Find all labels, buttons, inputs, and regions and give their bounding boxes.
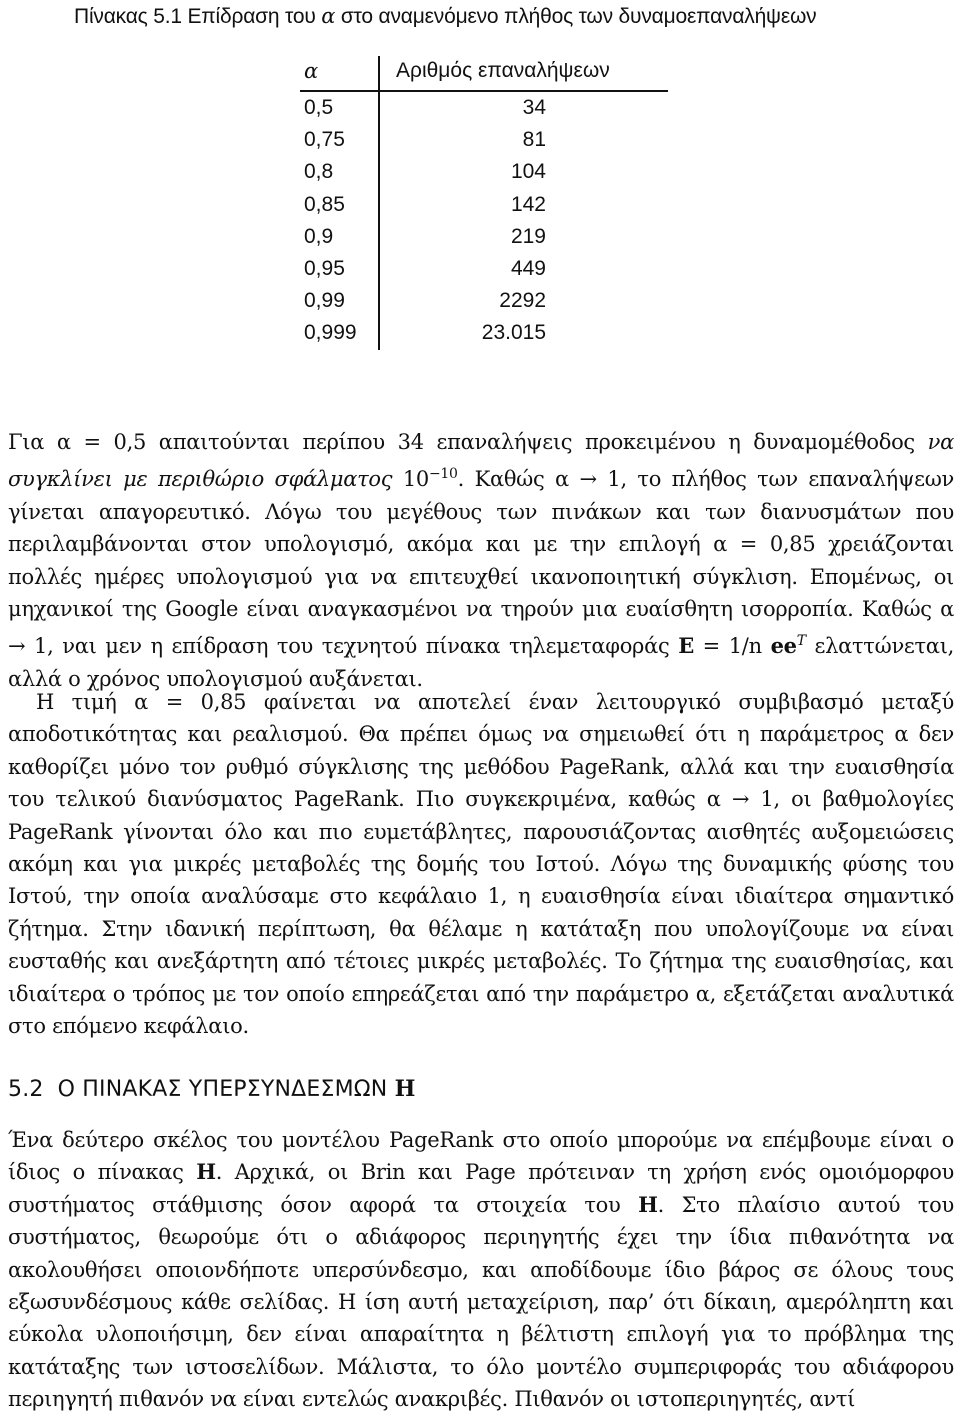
- table-row: [300, 289, 668, 321]
- section-symbol: H: [394, 1076, 416, 1102]
- iteration-count: 23.015: [481, 321, 546, 345]
- section-heading: [8, 1076, 416, 1102]
- paragraph-2: [8, 686, 954, 1042]
- table-header-rule: [300, 90, 668, 92]
- section-number: 5.2: [8, 1077, 44, 1102]
- alpha-value: 0,8: [304, 160, 334, 184]
- alpha-value: 0,75: [304, 128, 345, 152]
- caption-suffix: στο αναμενόμενο πλήθος των δυναμοεπαναλήψεων: [335, 5, 817, 28]
- p1-text-b: . Καθώς α → 1, το πλήθος των επαναλήψεων γίνεται απαγορευτικό. Λόγω του μεγέθους των πινάκων και των διανυσμάτων που περιλαμβάνονται στον υπολογισμό, ακόμα και με την επιλογή α = 0,85 χρειάζονται πολλές ημέρες υπολογισμού για να επιτευχθεί ικανοποιητική σύγκλιση. Επομένως, οι μηχανικοί της Google είναι αναγκασμένοι να τηρούν μια ευαίσθητη ισορροπία. Καθώς α → 1, ναι μεν η επίδραση του τεχνητού πίνακα τηλεμεταφοράς: [8, 467, 955, 659]
- p1-ten: 10: [392, 467, 429, 492]
- p3-matrix-H-1: H: [196, 1159, 216, 1185]
- alpha-value: 0,99: [304, 289, 345, 313]
- section-title: Ο ΠΙΝΑΚΑΣ ΥΠΕΡΣΥΝΔΕΣΜΩΝ: [57, 1077, 388, 1102]
- caption-prefix: Πίνακας 5.1 Επίδραση του: [74, 5, 322, 28]
- alpha-value: 0,999: [304, 321, 357, 345]
- paragraph-1: [8, 426, 954, 695]
- p1-text-d: ελαττώνεται, αλλά ο χρόνος υπολογισμού αυξάνεται.: [8, 634, 954, 691]
- iteration-count: 34: [522, 96, 546, 119]
- table-row: [300, 257, 668, 289]
- iteration-count: 219: [510, 224, 546, 248]
- p1-text-c: = 1/n: [693, 634, 771, 659]
- p3-matrix-H-2: H: [638, 1191, 658, 1217]
- iteration-count: 81: [522, 128, 546, 152]
- table-row: [300, 160, 668, 192]
- table-caption: [74, 4, 816, 29]
- p1-italic: να συγκλίνει με περιθώριο σφάλματος: [8, 430, 954, 492]
- p2-text: Η τιμή α = 0,85 φαίνεται να αποτελεί έναν λειτουργικό συμβιβασμό μεταξύ αποδοτικότητας και ρεαλισμού. Θα πρέπει όμως να σημειωθεί ότι η παράμετρος α δεν καθορίζει μόνο τον ρυθμό σύγκλισης της μεθόδου PageRank, αλλά και την ευαισθησία του τελικού διανύσματος PageRank. Πιο συγκεκριμένα, καθώς α → 1, οι βαθμολογίες PageRank γίνονται όλο και πιο ευμετάβλητες, παρουσιάζοντας αισθητές αυξομειώσεις ακόμη και για μικρές μεταβολές της δομής του Ιστού. Λόγω της δυναμικής φύσης του Ιστού, την οποία αναλύσαμε στο κεφάλαιο 1, η ευαισθησία είναι ιδιαίτερα σημαντικό ζήτημα. Στην ιδανική περίπτωση, θα θέλαμε η κατάταξη που υπολογίζουμε να είναι ευσταθής και ανεξάρτητη από τέτοιες μικρές μεταβολές. Το ζήτημα της ευαισθησίας, και ιδιαίτερα ο τρόπος με τον οποίο επηρεάζεται από την παράμετρο α, εξετάζεται αναλυτικά στο επόμενο κεφάλαιο.: [8, 690, 954, 1039]
- iteration-count: 449: [510, 257, 546, 280]
- alpha-value: 0,95: [304, 257, 345, 280]
- p1-exponent: −10: [428, 466, 458, 483]
- table-header-count: Αριθμός επαναλήψεων: [396, 59, 610, 82]
- iteration-count: 142: [510, 192, 546, 216]
- p1-vector-ee: ee: [770, 633, 797, 659]
- iteration-count: 104: [510, 160, 546, 184]
- p3-text-a: Ένα δεύτερο σκέλος του μοντέλου PageRank στο οποίο μπορούμε να επέμβουμε είναι ο ίδιος ο πίνακας: [8, 1128, 954, 1185]
- alpha-value: 0,5: [304, 96, 334, 119]
- table-row: [300, 193, 668, 225]
- alpha-value: 0,9: [304, 224, 334, 248]
- p1-matrix-E: E: [678, 633, 694, 659]
- p3-text-b: . Αρχικά, οι Brin και Page πρότειναν τη χρήση ενός ομοιόμορφου συστήματος στάθμισης όσον αφορά τα στοιχεία του: [8, 1160, 955, 1217]
- alpha-value: 0,85: [304, 192, 345, 216]
- iteration-count: 2292: [499, 289, 546, 313]
- p1-text-a: Για α = 0,5 απαιτούνται περίπου 34 επαναλήψεις προκειμένου η δυναμομέθοδος: [8, 430, 928, 454]
- table-header-alpha: α: [304, 59, 319, 83]
- table-row: [300, 96, 668, 128]
- caption-alpha-symbol: α: [321, 4, 336, 28]
- table-row: [300, 321, 668, 353]
- p1-exponent-T: T: [796, 633, 806, 650]
- p3-text-c: . Στο πλαίσιο αυτού του συστήματος, θεωρούμε ότι ο αδιάφορος περιηγητής έχει την ίδια πιθανότητα να ακολουθήσει οποιονδήποτε υπερσύνδεσμο, και αποδίδουμε ίδιο βάρος σε όλους τους εξωσυνδέσμους κάθε σελίδας. Η ίση αυτή μεταχείριση, παρ’ ότι δίκαιη, αμερόληπτη και εύκολα υλοποιήσιμη, δεν είναι απαραίτητα η βέλτιστη επιλογή για το πρόβλημα της κατάταξης των ιστοσελίδων. Μάλιστα, το όλο μοντέλο συμπεριφοράς του αδιάφορου περιηγητή πιθανόν να είναι εντελώς ανακριβές. Πιθανόν οι ιστοπεριηγητές, αντί: [8, 1192, 954, 1412]
- paragraph-3: [8, 1124, 954, 1416]
- table-row: [300, 225, 668, 257]
- table-row: [300, 128, 668, 160]
